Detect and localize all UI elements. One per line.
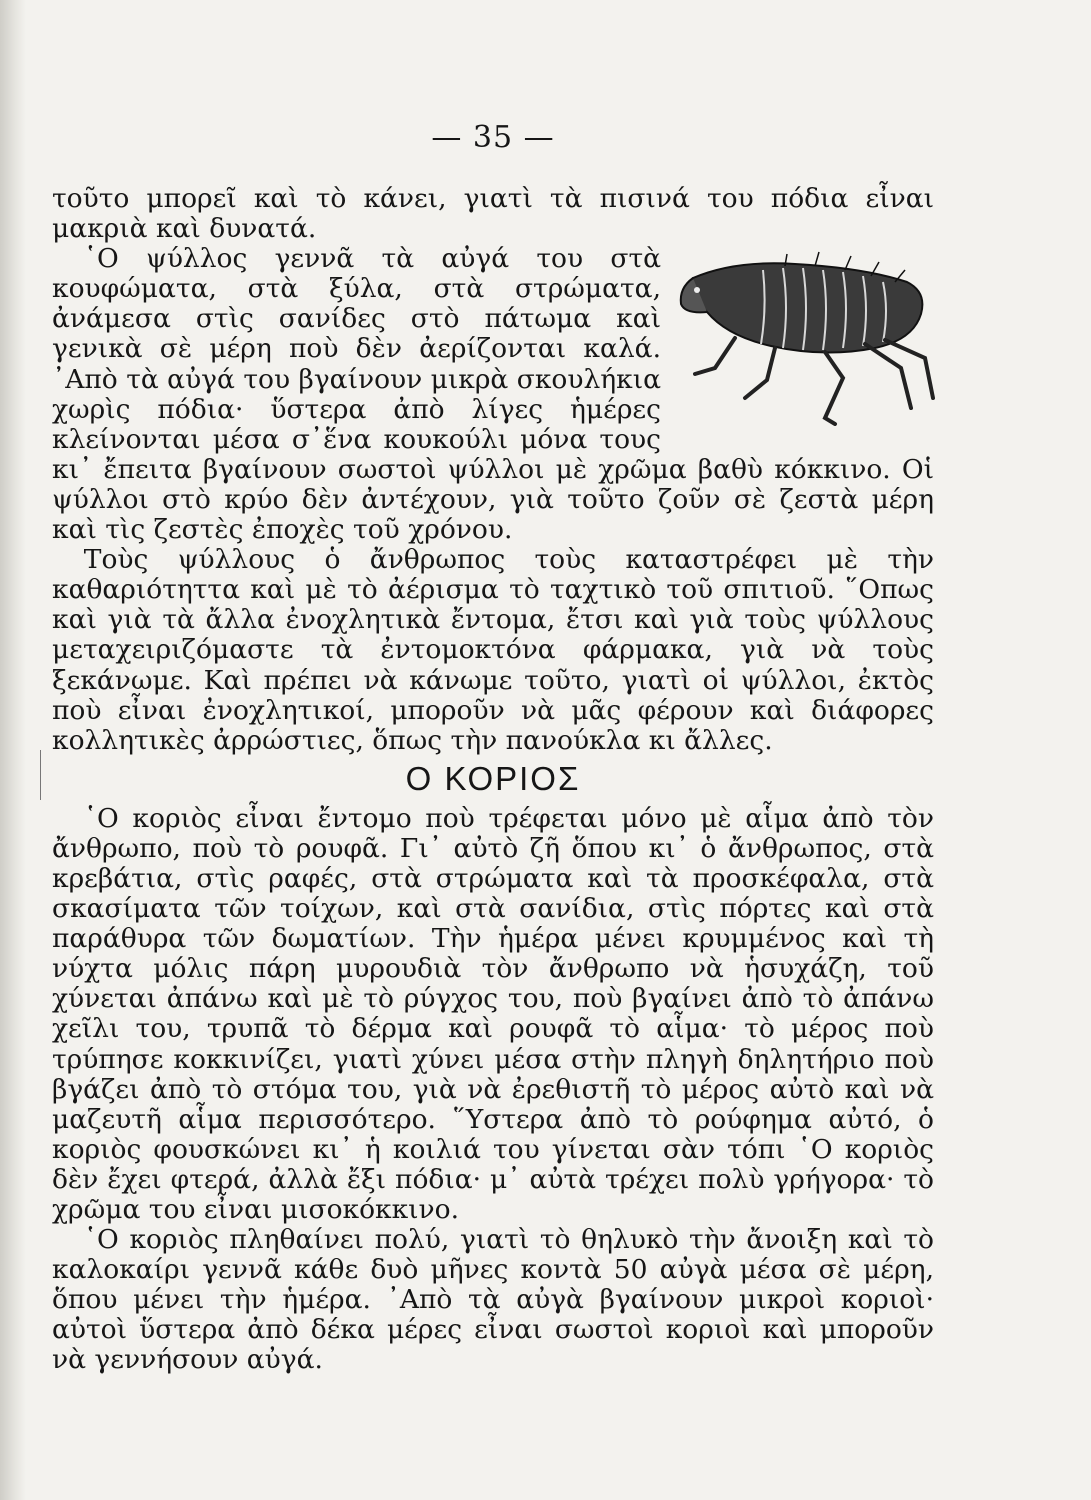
paragraph-5: ῾Ο κοριὸς πληθαίνει πολύ, γιατὶ τὸ θηλυκὸ τὴν ἄνοιξη καὶ τὸ καλοκαίρι γεννᾶ κάθε δυὸ μῆνες κοντὰ 50 αὐγὰ μέσα σὲ μέρη, ὅπου μένει τὴν ἡμέρα. ᾿Απὸ τὰ αὐγὰ βγαίνουν μικροὶ κοριοὶ· αὐτοὶ ὕστερα ἀπὸ δέκα μέρες εἶναι σωστοὶ κοριοὶ καὶ μποροῦν νὰ γεννήσουν αὐγά. (52, 1224, 934, 1376)
body-text (52, 184, 934, 1376)
page-number: — 35 — (431, 120, 555, 155)
margin-mark (40, 750, 41, 800)
paragraph-4: ῾Ο κοριὸς εἶναι ἔντομο ποὺ τρέφεται μόνο μὲ αἷμα ἀπὸ τὸν ἄνθρωπο, ποὺ τὸ ρουφᾶ. Γι᾿ αὐτὸ ζῆ ὅπου κι᾿ ὁ ἄνθρωπος, στὰ κρεβάτια, στὶς ραφές, στὰ στρώματα καὶ τὰ προσκέφαλα, στὰ σκασίματα τῶν τοίχων, καὶ στὰ σανίδια, στὶς πόρτες καὶ στὰ παράθυρα τῶν δωματίων. Τὴν ἡμέρα μένει κρυμμένος καὶ τὴ νύχτα μόλις πάρη μυρουδιὰ τὸν ἄνθρωπο νὰ ἡσυχάζη, τοῦ χύνεται ἀπάνω καὶ μὲ τὸ ρύγχος του, ποὺ βγαίνει ἀπὸ τὸ ἀπάνω χεῖλι του, τρυπᾶ τὸ δέρμα καὶ ρουφᾶ τὸ αἷμα· τὸ μέρος ποὺ τρύπησε κοκκινίζει, γιατὶ χύνει μέσα στὴν πληγὴ δηλητήριο ποὺ βγάζει ἀπὸ τὸ στόμα του, γιὰ νὰ ἐρεθιστῆ τὸ μέρος αὐτὸ καὶ νὰ μαζευτῆ αἷμα περισσότερο. ῞Υστερα ἀπὸ τὸ ρούφημα αὐτό, ὁ κοριὸς φουσκώνει κι᾿ ἡ κοιλιά του γίνεται σὰν τόπι ῾Ο κοριὸς δὲν ἔχει φτερά, ἀλλὰ ἔξι πόδια· μ᾿ αὐτὰ τρέχει πολὺ γρήγορα· τὸ χρῶμα του εἶναι μισοκόκκινο. (52, 802, 934, 1225)
flea-illustration (675, 248, 940, 426)
paragraph-1: τοῦτο μπορεῖ καὶ τὸ κάνει, γιατὶ τὰ πισινά του πόδια εἶναι μακριὰ καὶ δυνατά. (52, 183, 934, 245)
flea-icon (675, 248, 940, 426)
page-binding-shadow (0, 0, 26, 1500)
paragraph-2: ῾Ο ψύλλος γεννᾶ τὰ αὐγά του στὰ κουφώματα, στὰ ξύλα, στὰ στρώματα, ἀνάμεσα στὶς σανίδες στὸ πάτωμα καὶ γενικὰ σὲ μέρη ποὺ δὲν ἀερίζονται καλά. ᾿Απὸ τὰ αὐγά του βγαίνουν μικρὰ σκουλήκια χωρὶς πόδια· ὕστερα ἀπὸ λίγες ἡμέρες κλείνονται μέσα σ᾿ἕνα κουκούλι μόνα τους κι᾿ ἔπειτα βγαίνουν σωστοὶ ψύλλοι μὲ χρῶμα βαθὺ κόκκινο. Οἱ ψύλλοι στὸ κρύο δὲν ἀντέχουν, γιὰ τοῦτο ζοῦν σὲ ζεστὰ μέρη καὶ τὶς ζεστὲς ἐποχὲς τοῦ χρόνου. (52, 243, 934, 546)
paragraph-3: Τοὺς ψύλλους ὁ ἄνθρωπος τοὺς καταστρέφει μὲ τὴν καθαριότηττα καὶ μὲ τὸ ἀέρισμα τὸ ταχτικὸ τοῦ σπιτιοῦ. ῞Οπως καὶ γιὰ τὰ ἄλλα ἐνοχλητικὰ ἔντομα, ἔτσι καὶ γιὰ τοὺς ψύλλους μεταχειριζόμαστε τὰ ἐντομοκτόνα φάρμακα, γιὰ νὰ τοὺς ξεκάνωμε. Καὶ πρέπει νὰ κάνωμε τοῦτο, γιατὶ οἱ ψύλλοι, ἐκτὸς ποὺ εἶναι ἐνοχλητικοί, μποροῦν νὰ μᾶς φέρουν καὶ διάφορες κολλητικὲς ἀρρώστιες, ὅπως τὴν πανούκλα κι ἄλλες. (52, 544, 934, 756)
book-page (52, 118, 934, 1376)
section-heading: Ο ΚΟΡΙΟΣ (405, 759, 581, 797)
